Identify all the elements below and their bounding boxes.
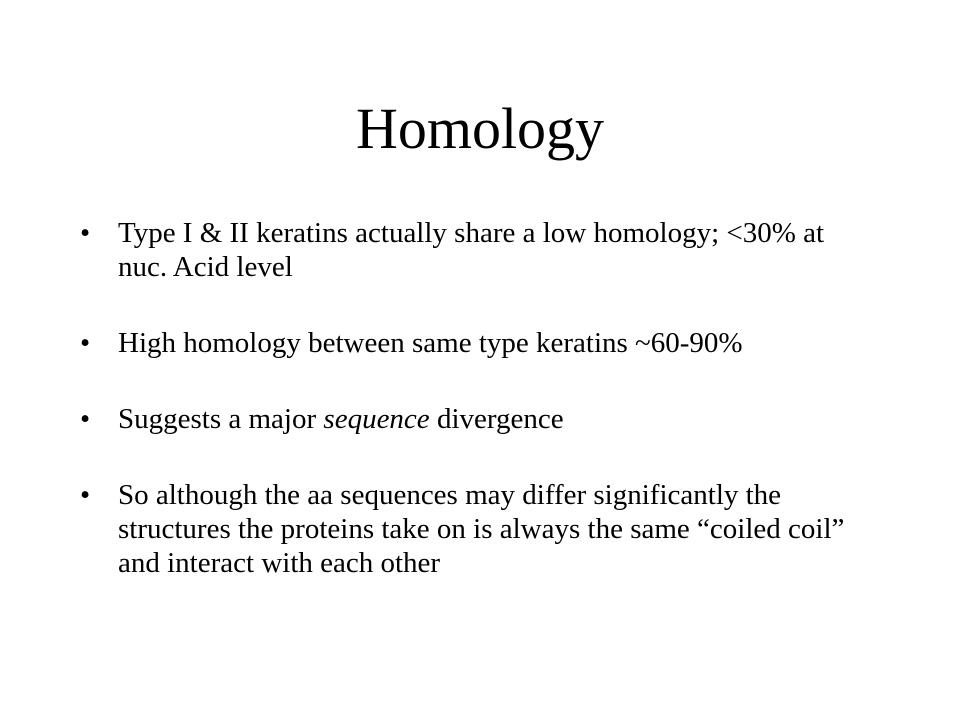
- bullet-icon: •: [80, 479, 91, 511]
- bullet-icon: •: [80, 327, 91, 359]
- bullet-item-divergence: [80, 402, 880, 436]
- bullet-list: [80, 216, 880, 580]
- bullet-icon: •: [80, 217, 91, 249]
- bullet-text: Type I & II keratins actually share a low homology; <30% at nuc. Acid level: [118, 217, 825, 283]
- bullet-item-coiled-coil: [80, 478, 880, 580]
- slide-title: Homology: [355, 96, 605, 161]
- bullet-text-before: Suggests a major: [118, 403, 324, 435]
- bullet-text: So although the aa sequences may differ significantly the structures the proteins take on is always the same “coiled coil” and interact with each other: [118, 479, 845, 579]
- bullet-item-homology-low: [80, 216, 880, 284]
- bullet-item-homology-high: [80, 326, 880, 360]
- bullet-text-emphasis: sequence: [323, 403, 430, 435]
- bullet-text-after: divergence: [429, 403, 564, 435]
- bullet-text: High homology between same type keratins ~60-90%: [118, 327, 743, 359]
- bullet-icon: •: [80, 403, 91, 435]
